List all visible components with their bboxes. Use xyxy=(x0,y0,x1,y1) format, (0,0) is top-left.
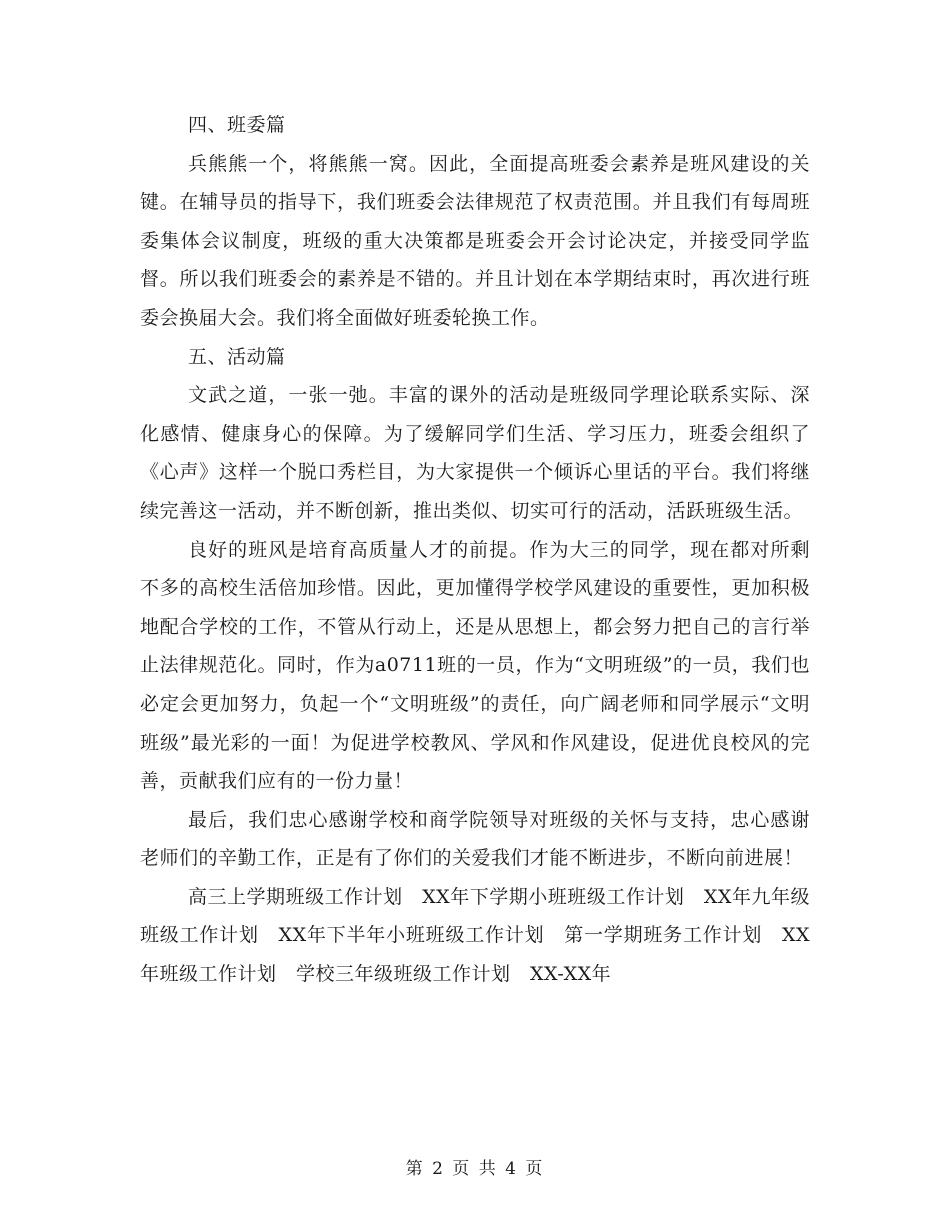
section-heading-activities: 五、活动篇 xyxy=(188,345,286,368)
paragraph-related-plans: 高三上学期班级工作计划 XX年下学期小班班级工作计划 XX年九年级班级工作计划 XX年下半年小班班级工作计划 第一学期班务工作计划 XX年班级工作计划 学校三年级班级工作计划 XX-XX年 xyxy=(140,885,810,986)
section-heading-class-committee: 四、班委篇 xyxy=(188,114,286,136)
paragraph-class-spirit: 良好的班风是培育高质量人才的前提。作为大三的同学，现在都对所剩不多的高校生活倍加珍惜。因此，更加懂得学校学风建设的重要性，更加积极地配合学校的工作，不管从行动上，还是从思想上，都会努力把自己的言行举止法律规范化。同时，作为a0711班的一员，作为“文明班级”的一员，我们也必定会更加努力，负起一个“文明班级”的责任，向广阔老师和同学展示“文明班级”最光彩的一面！为促进学校教风、学风和作风建设，促进优良校风的完善，贡献我们应有的一份力量！ xyxy=(140,538,810,793)
paragraph-class-committee: 兵熊熊一个，将熊熊一窝。因此，全面提高班委会素养是班风建设的关键。在辅导员的指导下，我们班委会法律规范了权责范围。并且我们有每周班委集体会议制度，班级的重大决策都是班委会开会讨论决定，并接受同学监督。所以我们班委会的素养是不错的。并且计划在本学期结束时，再次进行班委会换届大会。我们将全面做好班委轮换工作。 xyxy=(140,152,810,329)
paragraph-activities: 文武之道，一张一弛。丰富的课外的活动是班级同学理论联系实际、深化感情、健康身心的保障。为了缓解同学们生活、学习压力，班委会组织了《心声》这样一个脱口秀栏目，为大家提供一个倾诉心里话的平台。我们将继续完善这一活动，并不断创新，推出类似、切实可行的活动，活跃班级生活。 xyxy=(140,384,810,522)
page-number: 第 2 页 共 4 页 xyxy=(405,1159,545,1179)
document-body xyxy=(140,106,810,994)
paragraph-thanks: 最后，我们忠心感谢学校和商学院领导对班级的关怀与支持，忠心感谢老师们的辛勤工作，正是有了你们的关爱我们才能不断进步，不断向前进展！ xyxy=(140,808,810,870)
